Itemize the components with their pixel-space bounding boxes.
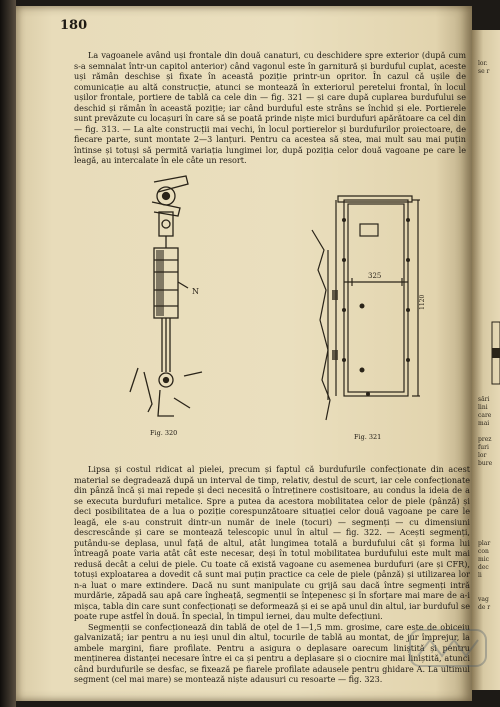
book-spine bbox=[0, 0, 16, 707]
next-page-line bbox=[478, 276, 500, 284]
next-page-line bbox=[478, 284, 500, 292]
next-page-line: li bbox=[478, 572, 482, 579]
figure-321-drawing bbox=[308, 190, 426, 426]
next-page-line bbox=[478, 468, 500, 476]
next-page-line bbox=[478, 252, 500, 260]
next-page-line bbox=[478, 220, 500, 228]
next-page-line bbox=[478, 516, 500, 524]
next-page-line: mai bbox=[478, 420, 490, 427]
library-stamp bbox=[408, 626, 488, 670]
next-page-line bbox=[478, 148, 500, 156]
next-page-line bbox=[478, 108, 500, 116]
next-page-drawing-fragment bbox=[490, 318, 500, 388]
next-page-line bbox=[478, 428, 500, 436]
bottom-paragraph-2: Segmenții se confecționează din tablă de oțel de 1—1,5 mm. grosime, care este de obiceiu galvanizată; iar pentru a nu ieși unul din altul, tocurile de tablă au montat, de jur împrejur, la ambele margini, fiare profilate. Pentru a asigura o deplasare oarecum liniștită și pentru menținerea distanței necesare între ei ca și pentru a deplasare și o ciocnire mai liniștită, atunci când burdufurile se desfac, se fixează pe fiarele profilate adausele pentru ghidare A. La ultimul segment (cel mai mare) se montează niște adausuri cu resoarte — fig. 323. bbox=[74, 621, 470, 684]
bottom-paragraph-1: Lipsa și costul ridicat al pielei, precum și faptul că burdufurile confecționate din acest material se degradează după un interval de timp, relativ, destul de scurt, iar cele confecționate din pânză încă și mai repede și deci necesită o întreținere costisitoare, au condus la ideia de a se executa burdufuri metalice. Spre a putea da acestora mobilitatea celor de piele (pânză) și deci posibilitatea de a lua o poziție corespunzătoare situației celor două vagoane pe care le leagă, ele s-au construit dintr-un număr de inele (tocuri) — segmenți — cu dimensiuni descrescânde și care se montează telescopic unul în altul — fig. 322. — Acești segmenți, putându-se deplasa, unul față de altul, atât lungimea totală a burdufului cât și forma lui întreagă poate varia atât cât este necesar, deși în totul mobilitatea burdufului este mult mai redusă decât a celui de piele. Cu toate că există vagoane cu asemenea burdufuri (are și CFR), totuși exploatarea a dovedit că sunt mai puțin practice ca cele de piele (pânză) și utilizarea lor n-a luat o mare extindere. Dacă nu sunt manipulate cu grijă sau dacă între segmenți intră murdărie, zăpadă sau apă care îngheață, segmenții se înțepenesc și în sforțare mai mare de a-i mișca, tabla din care sunt confecționați se deformează și ei se apă unul din altul, iar burduful se poate rupe astfel în două. În special, în timpul iernei, dau multe defecțiuni. bbox=[74, 464, 470, 621]
next-page-line: dec bbox=[478, 564, 489, 571]
next-page-line: furi bbox=[478, 444, 489, 451]
figure-321-width-dimension: 325 bbox=[368, 272, 382, 280]
next-page-line bbox=[478, 116, 500, 124]
next-page-line bbox=[478, 292, 500, 300]
next-page-line: vag bbox=[478, 596, 489, 603]
next-page-line bbox=[478, 476, 500, 484]
next-page-line bbox=[478, 244, 500, 252]
next-page-line bbox=[478, 588, 500, 596]
next-page-line bbox=[478, 100, 500, 108]
top-paragraph: La vagoanele având uși frontale din două canaturi, cu deschidere spre exterior (după cum s-a semnalat într-un capitol anterior) când vagonul este în garnitură și burduful cuplat, aceste uși rămân deschise și fixate în această poziție printr-un opritor. În cazul că ușile de comunicație au altă construcție, atunci se montează în exteriorul peretelui frontal, în locul ușilor frontale, portiere de tablă ca cele din — fig. 321 — și care după cuplarea burdufului se deschid și rămân în această poziție; iar când burduful este strâns se închid și ele. Portierele sunt prevăzute cu locașuri în care să se poată prinde niște mici burdufuri apărătoare ca cel din — fig. 313. — La alte construcții mai vechi, în locul portierelor și burdufurilor proiectoare, de fiecare parte, sunt montate 2—3 lanțuri. Pentru ca acestea să stea, mai mult sau mai puțin întinse și totuși să permită variația lungimei lor, după poziția celor două vagoane pe care le leagă, au intercalate în ele câte un resort. bbox=[74, 50, 466, 165]
book-page bbox=[16, 6, 472, 701]
figure-321-caption: Fig. 321 bbox=[354, 433, 382, 441]
next-page-line bbox=[478, 92, 500, 100]
figure-320-label-n: N bbox=[192, 287, 199, 296]
next-page-line bbox=[478, 532, 500, 540]
top-text-block bbox=[74, 50, 466, 166]
next-page-line: lor bbox=[478, 452, 487, 459]
next-page-line bbox=[478, 180, 500, 188]
next-page-line bbox=[478, 484, 500, 492]
next-page-line bbox=[478, 164, 500, 172]
figure-320-caption: Fig. 320 bbox=[150, 429, 178, 437]
figure-320-drawing bbox=[124, 172, 244, 428]
next-page-line bbox=[478, 84, 500, 92]
next-page-line bbox=[478, 196, 500, 204]
next-page-line bbox=[478, 260, 500, 268]
next-page-line bbox=[478, 492, 500, 500]
next-page-line: prez bbox=[478, 436, 492, 443]
next-page-line bbox=[478, 132, 500, 140]
next-page-line bbox=[478, 76, 500, 84]
next-page-line bbox=[478, 140, 500, 148]
next-page-line: plar bbox=[478, 540, 491, 547]
next-page-line bbox=[478, 508, 500, 516]
page-number: 180 bbox=[60, 18, 88, 33]
next-page-line bbox=[478, 156, 500, 164]
next-page-line bbox=[478, 188, 500, 196]
next-page-line: con bbox=[478, 548, 489, 555]
next-page-line bbox=[478, 236, 500, 244]
next-page-line bbox=[478, 228, 500, 236]
next-page-line: lini bbox=[478, 404, 488, 411]
next-page-line bbox=[478, 308, 500, 316]
next-page-line bbox=[478, 204, 500, 212]
next-page-line: de r bbox=[478, 604, 491, 611]
next-page-line bbox=[478, 124, 500, 132]
next-page-line bbox=[478, 524, 500, 532]
next-page-line: se r bbox=[478, 68, 490, 75]
next-page-line bbox=[478, 580, 500, 588]
next-page-line bbox=[478, 212, 500, 220]
next-page-line bbox=[478, 300, 500, 308]
next-page-line: lor. bbox=[478, 60, 488, 67]
next-page-line: care bbox=[478, 412, 492, 419]
next-page-line bbox=[478, 500, 500, 508]
next-page-line: mic bbox=[478, 556, 489, 563]
next-page-line: bure bbox=[478, 460, 493, 467]
next-page-line bbox=[478, 172, 500, 180]
figure-321-height-dimension: 1120 bbox=[419, 294, 426, 310]
next-page-line bbox=[478, 388, 500, 396]
next-page-line bbox=[478, 268, 500, 276]
next-page-line: sări bbox=[478, 396, 490, 403]
